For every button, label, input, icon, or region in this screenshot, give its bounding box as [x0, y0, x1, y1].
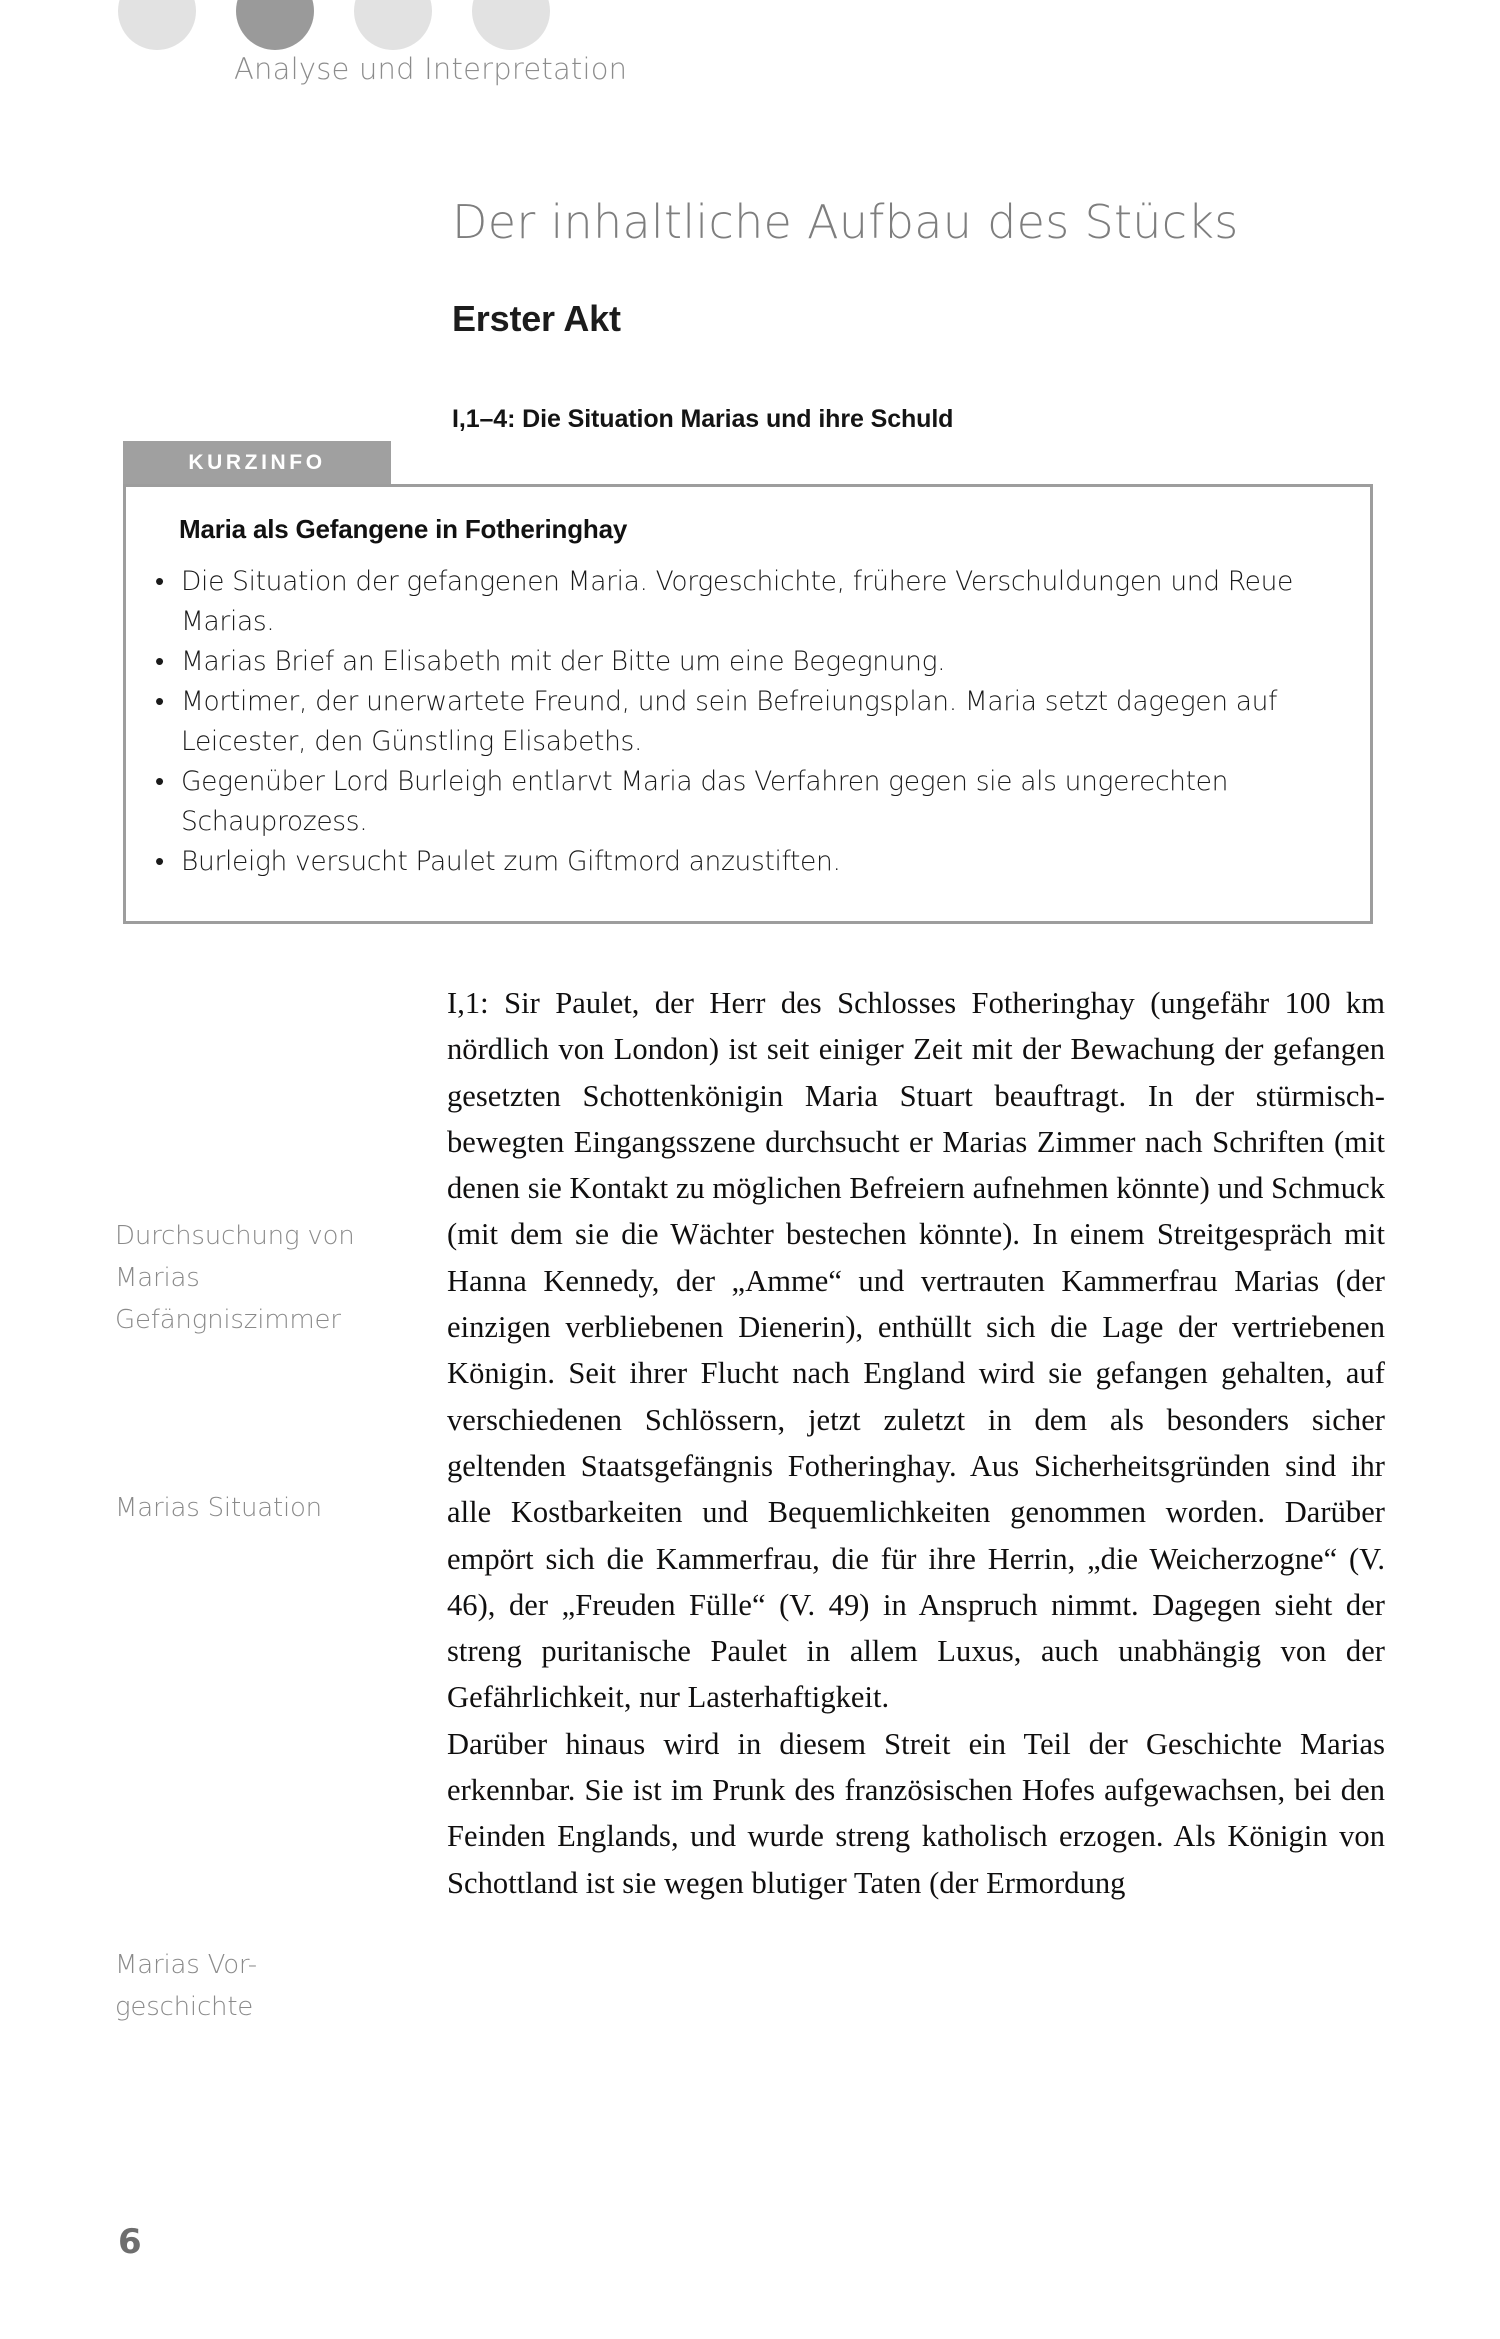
list-item-text: Die Situation der gefangenen Maria. Vorgeschichte, frühere Verschuldungen und Reue Marias.: [181, 566, 1293, 637]
margin-note-marias-situation: Marias Situation: [115, 1493, 322, 1523]
bullet-icon: •: [155, 767, 164, 797]
scene-heading: I,1–4: Die Situation Marias und ihre Schuld: [452, 405, 954, 433]
kurzinfo-heading: Maria als Gefangene in Fotheringhay: [179, 514, 628, 544]
list-item: [145, 562, 1335, 642]
bullet-icon: •: [155, 647, 164, 677]
running-head: Analyse und Interpretation: [234, 52, 628, 86]
list-item: [145, 762, 1335, 842]
body-paragraph-2: Darüber hinaus wird in diesem Streit ein Teil der Geschichte Marias erkennbar. Sie ist im Prunk des französischen Hofes aufgewachsen, bei den Feinden Englands, und wurde streng katholisch erzogen. Als Königin von Schottland ist sie wegen blutiger Taten (der Ermordung: [447, 1726, 1385, 1900]
header-dot-1: [118, 0, 196, 50]
bullet-icon: •: [155, 847, 164, 877]
list-item: [145, 842, 1335, 882]
header-dot-3: [354, 0, 432, 50]
margin-note-durchsuchung: Durchsuchung von Marias Gefängniszimmer: [115, 1221, 355, 1335]
list-item-text: Gegenüber Lord Burleigh entlarvt Maria das Verfahren gegen sie als ungerechten Schauprozess.: [181, 766, 1229, 837]
list-item: [145, 682, 1335, 762]
page-title: Der inhaltliche Aufbau des Stücks: [452, 195, 1239, 249]
list-item: [145, 642, 1335, 682]
page-number: 6: [118, 2222, 142, 2262]
kurzinfo-tag: KURZINFO: [123, 441, 391, 484]
act-heading: Erster Akt: [452, 298, 621, 339]
header-dot-4: [472, 0, 550, 50]
body-text-column: [447, 980, 1385, 1906]
header-dot-2-active: [236, 0, 314, 50]
kurzinfo-bullet-list: [145, 562, 1335, 882]
list-item-text: Marias Brief an Elisabeth mit der Bitte um eine Begegnung.: [181, 646, 946, 677]
header-dot-group: [118, 0, 550, 50]
body-paragraph-1: I,1: Sir Paulet, der Herr des Schlosses Fotheringhay (ungefähr 100 km nördlich von London) ist seit einiger Zeit mit der Bewachung der gefangen gesetzten Schottenkönigin Maria Stuart beauftragt. In der stürmisch-bewegten Eingangsszene durchsucht er Marias Zimmer nach Schriften (mit denen sie Kontakt zu möglichen Befreiern aufnehmen könnte) und Schmuck (mit dem sie die Wächter bestechen könnte). In einem Streitgespräch mit Hanna Kennedy, der „Amme“ und vertrauten Kammerfrau Marias (der einzigen verbliebenen Dienerin), enthüllt sich die Lage der vertriebenen Königin. Seit ihrer Flucht nach England wird sie gefangen gehalten, auf verschiedenen Schlössern, jetzt zuletzt in dem als besonders sicher geltenden Staatsgefängnis Fotheringhay. Aus Sicherheitsgründen sind ihr alle Kostbarkeiten und Bequemlichkeiten genommen worden. Darüber empört sich die Kammerfrau, die für ihre Herrin, „die Weicherzogne“ (V. 46), der „Freuden Fülle“ (V. 49) in Anspruch nimmt. Dagegen sieht der streng puritanische Paulet in allem Luxus, auch unabhängig von der Gefährlichkeit, nur Lasterhaftigkeit.: [447, 986, 1385, 1715]
bullet-icon: •: [155, 567, 164, 597]
list-item-text: Burleigh versucht Paulet zum Giftmord anzustiften.: [181, 846, 841, 877]
bullet-icon: •: [155, 687, 164, 717]
list-item-text: Mortimer, der unerwartete Freund, und sein Befreiungsplan. Maria setzt dagegen auf Leicester, den Günstling Elisabeths.: [181, 686, 1278, 757]
margin-note-marias-vorgeschichte: Marias Vor-geschichte: [115, 1950, 257, 2022]
